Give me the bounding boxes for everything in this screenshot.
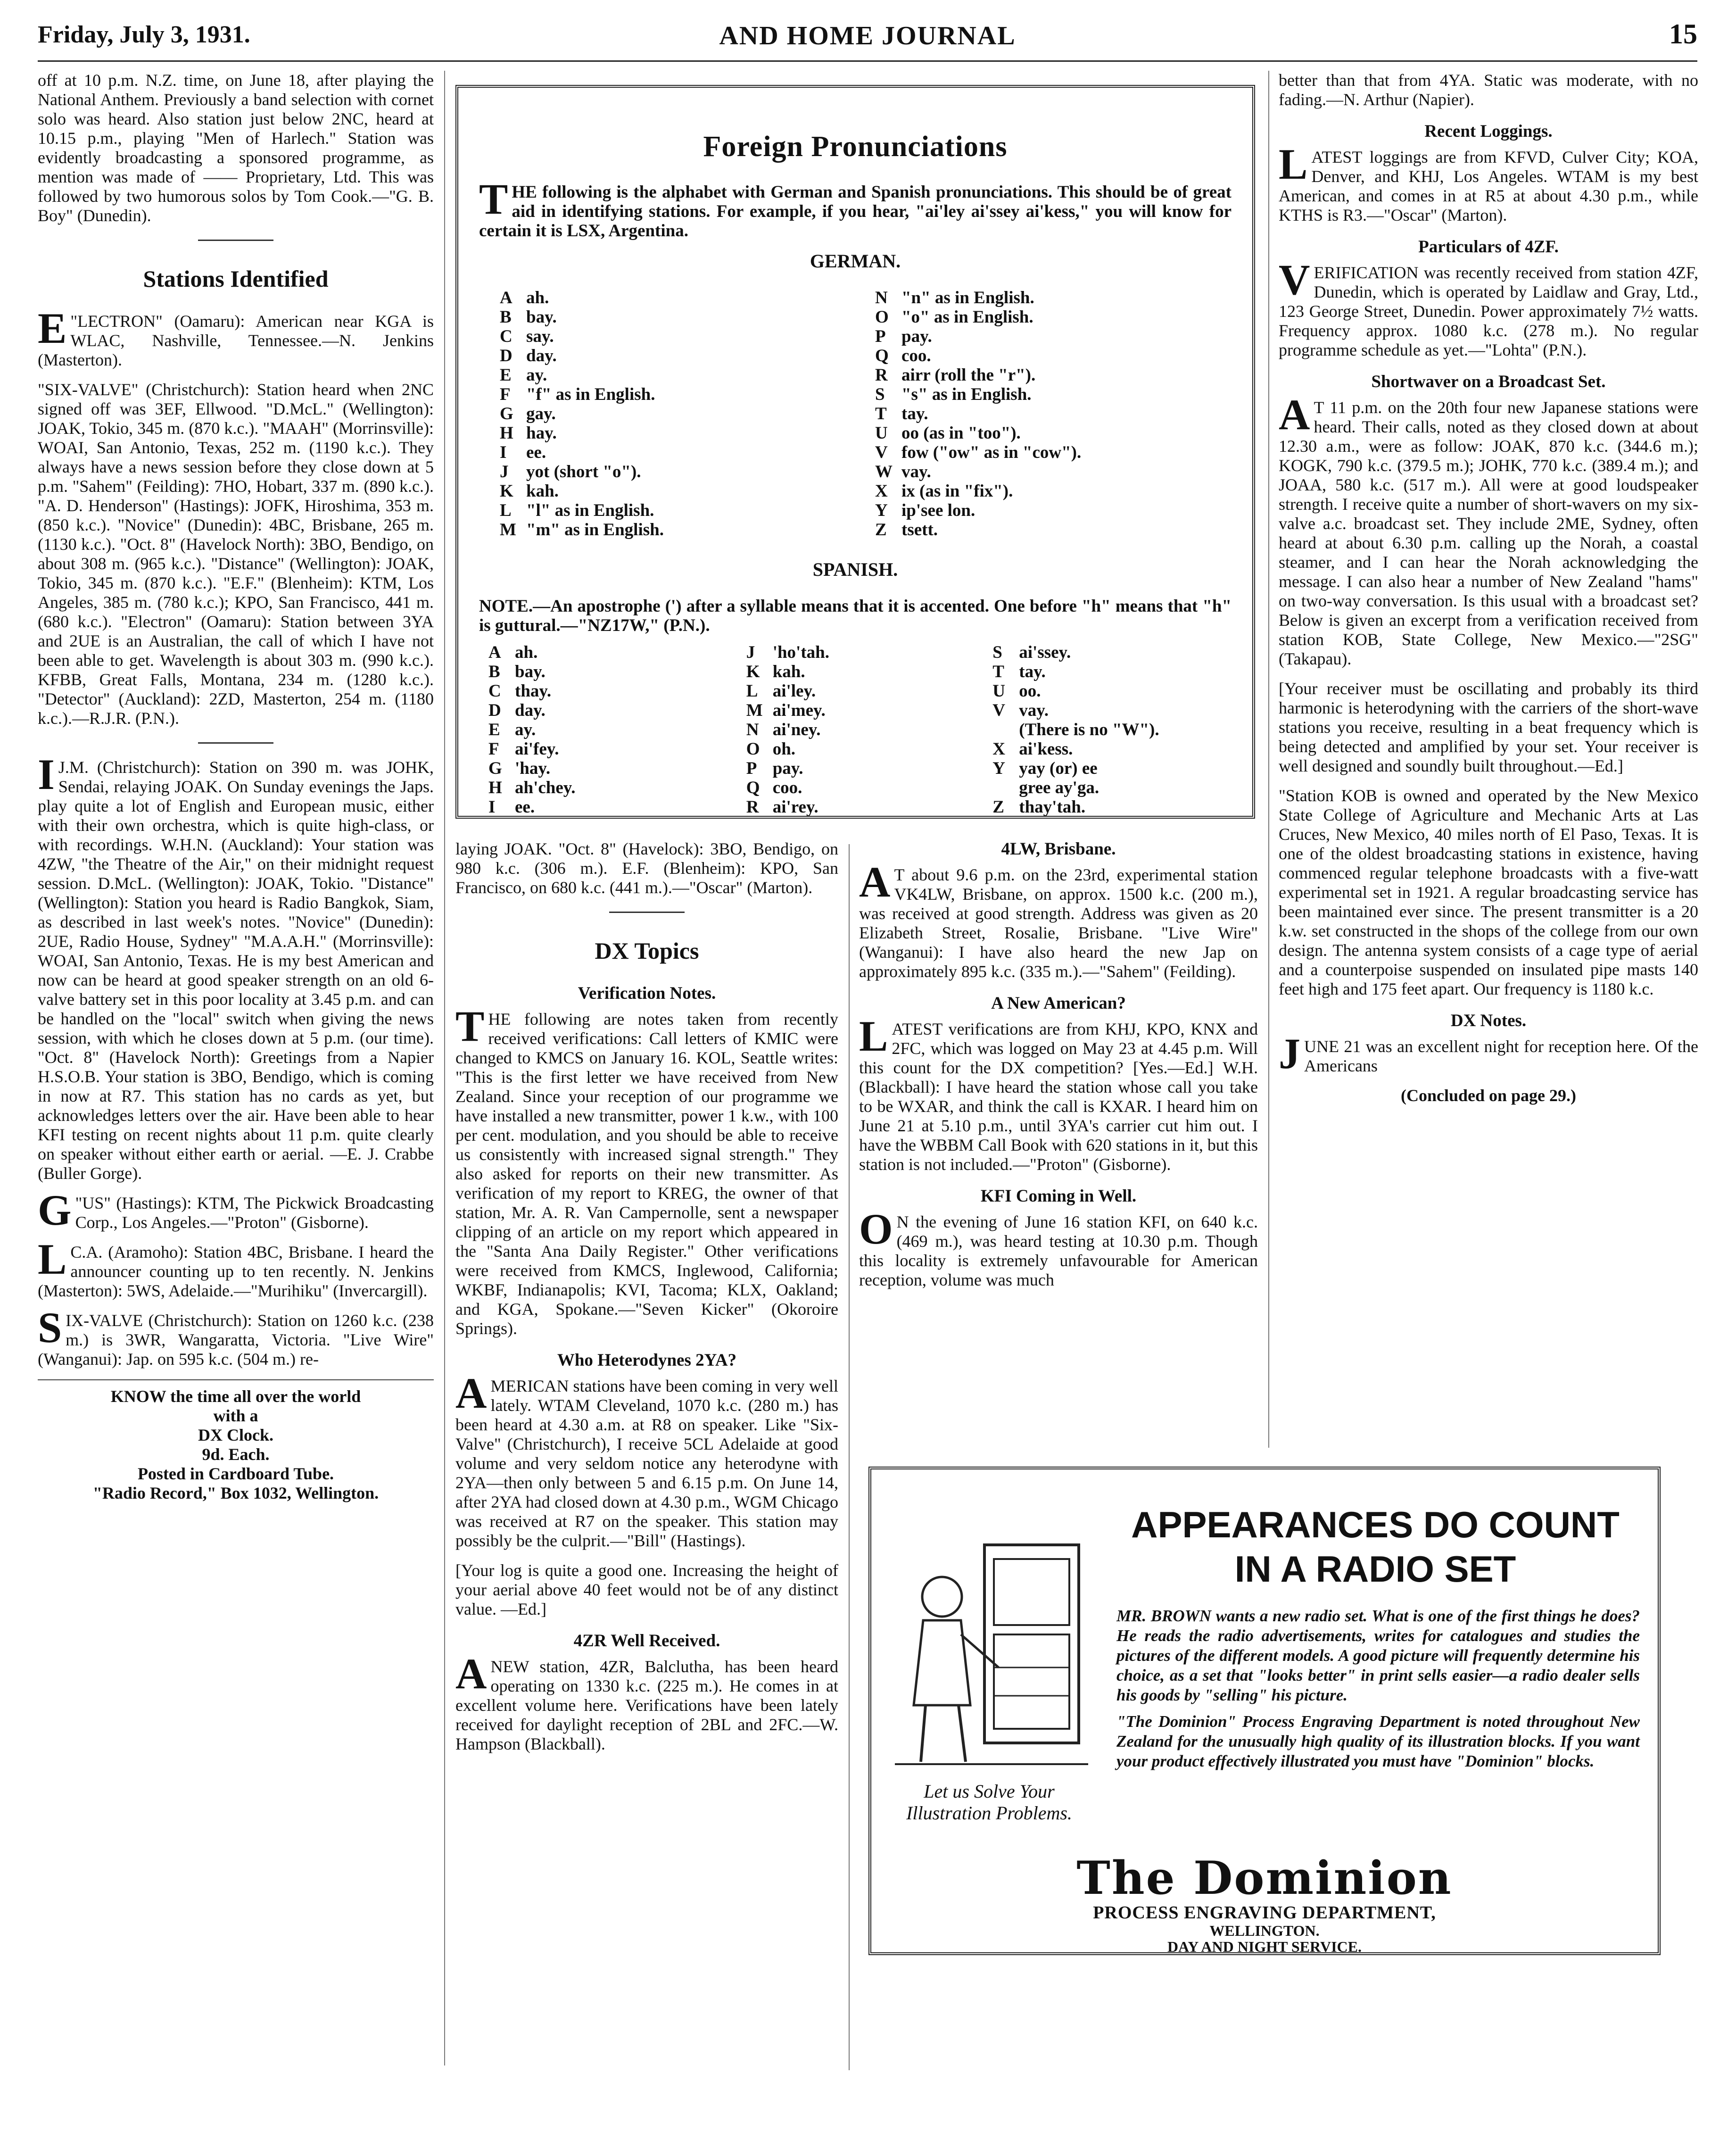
- pronunciation-value: yay (or) ee: [1019, 759, 1098, 778]
- pronunciation-value: gree ay'ga.: [1019, 778, 1099, 797]
- pronunciation-letter: [992, 778, 1019, 797]
- column-3: [859, 839, 1258, 1300]
- pronunciation-row: [875, 520, 1232, 539]
- pronunciation-value: oo (as in "too").: [901, 423, 1021, 443]
- pronunciation-letter: F: [488, 739, 499, 759]
- pronunciation-value: "l" as in English.: [526, 501, 654, 520]
- pronunciation-letter: L: [746, 681, 758, 701]
- pronunciation-letter: Y: [875, 501, 888, 520]
- pronunciation-letter: R: [746, 797, 759, 817]
- drop-cap: T: [455, 1002, 485, 1050]
- pronunciation-row: [500, 404, 856, 423]
- divider: [198, 240, 273, 241]
- pronunciation-letter: H: [488, 778, 502, 797]
- article-paragraph: JUNE 21 was an excellent night for reception here. Of the Americans: [1279, 1029, 1698, 1078]
- pronunciation-value: airr (roll the "r").: [901, 365, 1036, 385]
- subsection-title: DX Notes.: [1450, 1011, 1527, 1030]
- ad-service: DAY AND NIGHT SERVICE.: [1167, 1938, 1362, 1955]
- pronunciation-value: ah'chey.: [515, 778, 576, 797]
- german-label: GERMAN.: [810, 250, 901, 272]
- pronunciation-letter: [992, 720, 1019, 739]
- pronunciation-row: [500, 520, 856, 539]
- drop-cap: O: [859, 1205, 893, 1253]
- pronunciation-letter: T: [875, 404, 887, 423]
- pronunciation-row: [875, 462, 1232, 481]
- pronunciation-letter: K: [500, 481, 513, 501]
- pronunciation-letter: D: [488, 701, 501, 720]
- pronunciation-row: [746, 701, 974, 720]
- pronunciation-value: oo.: [1019, 681, 1041, 701]
- ad-brand: The Dominion: [1076, 1851, 1453, 1905]
- pronunciation-row: [992, 643, 1232, 662]
- subsection-title: KFI Coming in Well.: [980, 1186, 1137, 1206]
- article-paragraph: "Station KOB is owned and operated by the New Mexico State College of Agriculture and Mechanic Arts at Las Cruces, New Mexico, 40 miles north of El Paso, Texas. It is one of the oldest broadcasting stations in existence, having commenced regular telephone broadcasts with a five-watt experimental set in 1921. A regular broadcasting service has been maintained ever since. The present transmitter is a 20 k.w. set constructed in the shops of the college from our own design. The antenna system consists of a cage type of aerial and a counterpoise suspended on insulated pipe masts 140 feet high and 175 feet apart. Our frequency is 1180 k.c.: [1279, 786, 1698, 998]
- pronunciation-letter: B: [500, 307, 512, 327]
- pronunciation-row: [500, 288, 856, 307]
- pronunciation-letter: U: [992, 681, 1006, 701]
- pronunciation-value: ai'kess.: [1019, 739, 1073, 759]
- clock-ad-line: with a: [213, 1406, 258, 1425]
- pronunciation-value: "o" as in English.: [901, 307, 1033, 327]
- pronunciation-letter: J: [500, 462, 509, 481]
- pronunciation-letter: O: [746, 739, 760, 759]
- pronunciation-letter: R: [875, 365, 888, 385]
- ad-caption: Let us Solve Your Illustration Problems.: [906, 1781, 1072, 1824]
- article-paragraph: A T about 9.6 p.m. on the 23rd, experimental station VK4LW, Brisbane, on approx. 1500 k.c. (200 m.), was received at good strength. Address was given as 20 Elizabeth Street, Rosalie, Brisbane. "Live Wire" (Wanganui): I have also heard the new Jap on approximately 895 k.c. (335 m.).—"Sahem" (Feilding).: [859, 858, 1258, 981]
- pronunciation-letter: Q: [746, 778, 760, 797]
- column-4: [1279, 71, 1698, 1105]
- pronunciation-note: NOTE.—An apostrophe (') after a syllable means that it is accented. One before "h" means that "h" is guttural.—"NZ17W," (P.N.).: [479, 597, 1232, 635]
- article-paragraph: " E LECTRON" (Oamaru): American near KGA is WLAC, Nashville, Tennessee.—N. Jenkins (Masterton).: [38, 304, 434, 369]
- pronunciation-letter: X: [992, 739, 1006, 759]
- pronunciation-row: [875, 385, 1232, 404]
- pronunciation-row: [746, 643, 974, 662]
- page-header: [38, 18, 1697, 62]
- ad-city: WELLINGTON.: [1209, 1922, 1320, 1939]
- pronunciation-value: say.: [526, 327, 554, 346]
- pronunciation-letter: V: [992, 701, 1006, 720]
- pronunciation-value: tsett.: [901, 520, 938, 539]
- editor-note: [Your receiver must be oscillating and probably its third harmonic is heterodyning with the carriers of the short-wave stations you receive, resulting in a beat frequency which is being detected and amplified by your set. Your receiver is well designed and soundly built throughout.—Ed.]: [1279, 679, 1698, 775]
- drop-cap: L: [1279, 140, 1308, 188]
- ad-body-paragraph: MR. BROWN wants a new radio set. What is one of the first things he does? He reads the radio advertisements, writes for catalogues and studies the pictures of the different models. A good picture will frequently determine his choice, as a set that "looks better" in print sells easier—a radio dealer sells his goods by "selling" his picture.: [1116, 1607, 1640, 1704]
- pronunciation-value: ee.: [515, 797, 535, 817]
- pronunciation-row: [500, 481, 856, 501]
- pronunciation-box: [455, 85, 1255, 819]
- clock-ad-line: "Radio Record," Box 1032, Wellington.: [92, 1484, 379, 1502]
- pronunciation-value: ay.: [515, 720, 536, 739]
- pronunciation-letter: S: [875, 385, 885, 404]
- pronunciation-letter: I: [488, 797, 496, 817]
- article-paragraph: O N the evening of June 16 station KFI, on 640 k.c. (469 m.), was heard testing at 10.30 p.m. Though this locality is extremely unfavourable for American reception, volume was much: [859, 1205, 1258, 1289]
- pronunciation-row: [500, 346, 856, 365]
- ad-headline-line: APPEARANCES DO COUNT: [1131, 1504, 1620, 1545]
- subsection-title: Recent Loggings.: [1424, 122, 1553, 141]
- pronunciation-value: "n" as in English.: [901, 288, 1034, 307]
- divider: [198, 742, 273, 744]
- pronunciation-letter: E: [488, 720, 500, 739]
- article-paragraph: THE following are notes taken from recently received verifications: Call letters of KMIC were changed to KMCS on January 16. KOL, Seattle writes: "This is the first letter we have received from New Zealand. Since your reception of our programme we have installed a new transmitter, power 1 k.w., with 100 per cent. modulation, and you should be able to receive us consistently with increased signal strength." They also asked for reports on their new transmitter. As verification of my report to KREG, the owner of that station, Mr. A. R. Van Campernolle, sent a newspaper clipping of an article on my report which appeared in the "Santa Ana Daily Register." Other verifications were received from KMCS, Inglewood, California; WKBF, Indianapolis; KVI, Tacoma; KLX, Oakland; and KGA, Spokane.—"Seven Kicker" (Okoroire Springs).: [455, 1002, 838, 1338]
- pronunciation-letter: I: [500, 443, 507, 462]
- pronunciation-value: ai'ney.: [772, 720, 821, 739]
- pronunciation-value: pay.: [772, 759, 803, 778]
- drop-cap: J: [1279, 1029, 1300, 1078]
- article-paragraph: L C.A. (Aramoho): Station 4BC, Brisbane. I heard the announcer counting up to ten recently. N. Jenkins (Masterton): 5WS, Adelaide.—"Murihiku" (Invercargill).: [38, 1235, 434, 1300]
- pronunciation-value: ix (as in "fix").: [901, 481, 1013, 501]
- pronunciation-value: 'ho'tah.: [772, 643, 829, 662]
- pronunciation-letter: Z: [992, 797, 1004, 817]
- drop-cap: A: [1279, 390, 1310, 439]
- pronunciation-letter: X: [875, 481, 888, 501]
- article-paragraph: A T 11 p.m. on the 20th four new Japanese stations were heard. Their calls, noted as they closed down at about 12.30 a.m., were as follow: JOAK, 870 k.c. (344.6 m.); KOGK, 790 k.c. (379.5 m.); JOHK, 770 k.c. (389.4 m.); and JOAA, 580 k.c. (517 m.). All were at good loudspeaker strength. I receive quite a number of short-wavers on my six-valve a.c. broadcast set. They include 2ME, Sydney, often heard at about 6.30 p.m. calling up the Norah, a coastal steamer, and I can hear the Norah acknowledging the message. I can also hear a number of New Zealand "hams" on two-way conversation. Is this usual with a broadcast set? Below is given an excerpt from a verification received from station KOB, State College, New Mexico.—"2SG" (Takapau).: [1279, 390, 1698, 668]
- pronunciation-value: ip'see lon.: [901, 501, 975, 520]
- pronunciation-value: day.: [526, 346, 557, 365]
- clock-ad-line: 9d. Each.: [202, 1445, 270, 1464]
- pronunciation-letter: N: [746, 720, 759, 739]
- subsection-title: Verification Notes.: [578, 984, 716, 1003]
- pronunciation-row: [875, 443, 1232, 462]
- dominion-advertisement: [868, 1467, 1661, 1955]
- drop-cap: G: [38, 1186, 72, 1234]
- journal-title: AND HOME JOURNAL: [719, 21, 1016, 50]
- pronunciation-value: bay.: [526, 307, 557, 327]
- pronunciation-row: [488, 701, 727, 720]
- pronunciation-row: [875, 288, 1232, 307]
- column-rule: [444, 71, 445, 2065]
- pronunciation-letter: S: [992, 643, 1002, 662]
- subsection-title: 4ZR Well Received.: [573, 1631, 720, 1651]
- drop-cap: E: [38, 304, 67, 352]
- box-title: Foreign Pronunciations: [703, 131, 1008, 163]
- pronunciation-letter: N: [875, 288, 888, 307]
- pronunciation-row: [875, 327, 1232, 346]
- pronunciation-row: [992, 701, 1232, 720]
- pronunciation-value: tay.: [901, 404, 928, 423]
- subsection-title: 4LW, Brisbane.: [1001, 839, 1116, 859]
- pronunciation-row: [875, 501, 1232, 520]
- pronunciation-row: [992, 662, 1232, 681]
- pronunciation-value: ee.: [526, 443, 546, 462]
- article-paragraph: AMERICAN stations have been coming in very well lately. WTAM Cleveland, 1070 k.c. (280 m.) has been heard at 4.30 a.m. at R8 on speaker. Like "Six-Valve" (Christchurch), I receive 5CL Adelaide at good volume and very seldom notice any heterodyne with 2YA—then only between 5 and 6.15 p.m. On June 14, after 2YA had closed down at 4.30 p.m., WGM Chicago was received at R7 on the speaker. This station may possibly be the culprit.—"Bill" (Hastings).: [455, 1369, 838, 1550]
- subsection-title: Shortwaver on a Broadcast Set.: [1371, 372, 1606, 391]
- column-1: [38, 71, 434, 1503]
- drop-cap: A: [455, 1369, 487, 1417]
- radio-cabinet-illustration: [890, 1526, 1093, 1771]
- pronunciation-value: ah.: [526, 288, 549, 307]
- column-rule: [1268, 71, 1269, 1448]
- pronunciation-value: gay.: [526, 404, 556, 423]
- article-paragraph: I J.M. (Christchurch): Station on 390 m. was JOHK, Sendai, relaying JOAK. On Sunday evenings the Japs. play quite a lot of English and European music, either with their own orchestra, which is quite high-class, or with recordings. W.H.N. (Auckland): Your station was 4ZW, "the Theatre of the Air," on their midnight request session. D.McL. (Wellington): JOAK, Tokio. "Distance" (Wellington): Station you heard is Radio Bangkok, Siam, as described in last week's notes. "Novice" (Dunedin): 2UE, Radio House, Sydney" "M.A.A.H." (Morrinsville): WOAI, San Antonio, Texas. He is my best American and now can be heard at good speaker strength on an old 6-valve battery set in this poor locality at 3.45 p.m. and can be handled on the "local" switch when giving the news session, with which he closes down at 5 p.m. (our time). "Oct. 8" (Havelock North): Greetings from a Napier H.S.O.B. Your station is 3BO, Bendigo, which is coming in now at R7. This station has no cards as yet, but acknowledges letters over the air. Have been able to hear KFI testing on recent nights about 11 p.m. quite clearly on speaker without either earth or aerial. —E. J. Crabbe (Buller Gorge).: [38, 750, 434, 1183]
- pronunciation-value: "s" as in English.: [901, 385, 1032, 404]
- drop-cap: A: [859, 858, 891, 906]
- pronunciation-row: [500, 307, 856, 327]
- pronunciation-letter: M: [746, 701, 763, 720]
- pronunciation-row: [875, 404, 1232, 423]
- pronunciation-value: ai'ley.: [772, 681, 816, 701]
- drop-cap: L: [38, 1235, 67, 1283]
- drop-cap: V: [1279, 256, 1310, 304]
- issue-date: Friday, July 3, 1931.: [38, 21, 250, 48]
- pronunciation-value: yot (short "o").: [526, 462, 641, 481]
- pronunciation-value: kah.: [526, 481, 559, 501]
- column-rule: [849, 844, 850, 2070]
- pronunciation-row: [500, 443, 856, 462]
- subsection-title: Who Heterodynes 2YA?: [557, 1351, 737, 1370]
- pronunciation-row: [488, 643, 727, 662]
- pronunciation-value: "m" as in English.: [526, 520, 664, 539]
- drop-cap: I: [38, 750, 55, 798]
- box-intro: THE following is the alphabet with German and Spanish pronunciations. This should be of great aid in identifying stations. For example, if you hear, "ai'ley ai'ssey ai'kess," you will know for certain it is LSX, Argentina.: [479, 175, 1232, 241]
- pronunciation-letter: M: [500, 520, 516, 539]
- article-paragraph: LATEST loggings are from KFVD, Culver City; KOA, Denver, and KHJ, Los Angeles. WTAM is my best American, and comes in at R5 at about 4.30 p.m., while KTHS is R3.—"Oscar" (Marton).: [1279, 140, 1698, 224]
- spanish-table: [479, 643, 1232, 817]
- ad-body: [1116, 1606, 1640, 1778]
- pronunciation-value: ai'mey.: [772, 701, 826, 720]
- pronunciation-row: [992, 759, 1232, 778]
- drop-cap: A: [455, 1650, 487, 1698]
- pronunciation-value: "f" as in English.: [526, 385, 655, 404]
- article-paragraph: "SIX-VALVE" (Christchurch): Station heard when 2NC signed off was 3EF, Ellwood. "D.McL." (Wellington): JOAK, Tokio, 345 m. (870 k.c.). "MAAH" (Morrinsville): WOAI, San Antonio, Texas, 252 m. (1190 k.c.). They always have a news session before they close down at 5 p.m. "Sahem" (Feilding): 7HO, Hobart, 337 m. (890 k.c.). "A. D. Henderson" (Hastings): JOFK, Hiroshima, 353 m. (850 k.c.). "Novice" (Dunedin): 4BC, Brisbane, 265 m. (1130 k.c.). "Oct. 8" (Havelock North): 3BO, Bendigo, on about 308 m. (965 k.c.). "Distance" (Wellington): JOAK, Tokio, 345 m. (870 k.c.). "E.F." (Blenheim): KTM, Los Angeles, 385 m. (780 k.c.); KPO, San Francisco, 441 m. (680 k.c.). "Electron" (Oamaru): Station between 3YA and 2UE is an Australian, the call of which I have not been able to get. Wavelength is about 303 m. (990 k.c.). KFBB, Great Falls, Montana, 234 m. (1280 k.c.). "Detector" (Auckland): 2ZD, Masterton, 254 m. (1180 k.c.).—R.J.R. (P.N.).: [38, 380, 434, 728]
- drop-cap: T: [479, 175, 508, 223]
- pronunciation-row: [875, 423, 1232, 443]
- pronunciation-value: ai'rey.: [772, 797, 818, 817]
- pronunciation-row: [488, 720, 727, 739]
- editor-note: [Your log is quite a good one. Increasing the height of your aerial above 40 feet would not be of any distinct value. —Ed.]: [455, 1561, 838, 1618]
- pronunciation-value: pay.: [901, 327, 932, 346]
- pronunciation-row: [488, 662, 727, 681]
- pronunciation-row: [488, 778, 727, 797]
- pronunciation-value: ay.: [526, 365, 547, 385]
- pronunciation-row: [992, 720, 1232, 739]
- pronunciation-row: [875, 365, 1232, 385]
- pronunciation-letter: J: [746, 643, 755, 662]
- pronunciation-value: kah.: [772, 662, 805, 681]
- pronunciation-letter: T: [992, 662, 1004, 681]
- pronunciation-row: [500, 462, 856, 481]
- pronunciation-value: coo.: [901, 346, 931, 365]
- pronunciation-letter: Y: [992, 759, 1006, 778]
- ad-body-paragraph: "The Dominion" Process Engraving Department is noted throughout New Zealand for the unusually high quality of its illustration blocks. If you want your product effectively illustrated you must have "Dominion" blocks.: [1116, 1712, 1640, 1770]
- pronunciation-letter: A: [500, 288, 513, 307]
- pronunciation-value: fow ("ow" as in "cow").: [901, 443, 1082, 462]
- pronunciation-row: [746, 797, 974, 817]
- pronunciation-row: [992, 778, 1232, 797]
- pronunciation-value: thay'tah.: [1019, 797, 1086, 817]
- pronunciation-value: vay.: [901, 462, 931, 481]
- section-title: Stations Identified: [143, 265, 329, 292]
- pronunciation-row: [500, 501, 856, 520]
- ad-department: PROCESS ENGRAVING DEPARTMENT,: [1093, 1903, 1436, 1923]
- page-number: 15: [1669, 18, 1697, 50]
- pronunciation-row: [500, 385, 856, 404]
- drop-cap: L: [859, 1012, 888, 1060]
- pronunciation-letter: V: [875, 443, 888, 462]
- pronunciation-row: [488, 797, 727, 817]
- ad-headline-line: IN A RADIO SET: [1234, 1548, 1516, 1590]
- pronunciation-letter: Q: [875, 346, 889, 365]
- pronunciation-value: bay.: [515, 662, 546, 681]
- pronunciation-letter: Z: [875, 520, 887, 539]
- pronunciation-letter: W: [875, 462, 893, 481]
- pronunciation-letter: H: [500, 423, 513, 443]
- pronunciation-value: vay.: [1019, 701, 1049, 720]
- spanish-label: SPANISH.: [812, 559, 898, 580]
- clock-ad-line: Posted in Cardboard Tube.: [137, 1464, 334, 1483]
- divider: [609, 912, 685, 913]
- pronunciation-letter: C: [500, 327, 513, 346]
- pronunciation-row: [500, 327, 856, 346]
- pronunciation-row: [875, 307, 1232, 327]
- pronunciation-value: oh.: [772, 739, 796, 759]
- article-paragraph: SIX-VALVE (Christchurch): Station on 1260 k.c. (238 m.) is 3WR, Wangaratta, Victoria. "Live Wire" (Wanganui): Jap. on 595 k.c. (504 m.) re-: [38, 1303, 434, 1369]
- pronunciation-value: (There is no "W").: [1019, 720, 1159, 739]
- article-paragraph: " G US" (Hastings): KTM, The Pickwick Broadcasting Corp., Los Angeles.—"Proton" (Gisborne).: [38, 1186, 434, 1234]
- pronunciation-value: ai'ssey.: [1019, 643, 1071, 662]
- pronunciation-row: [488, 739, 727, 759]
- article-paragraph: VERIFICATION was recently received from station 4ZF, Dunedin, which is operated by Laidlaw and Gray, Ltd., 123 George Street, Dunedin. Power approximately 7½ watts. Frequency approx. 1080 k.c. (278 m.). No regular programme schedule as yet.—"Lohta" (P.N.).: [1279, 256, 1698, 359]
- pronunciation-row: [992, 797, 1232, 817]
- section-title: DX Topics: [595, 937, 699, 964]
- pronunciation-letter: C: [488, 681, 501, 701]
- subsection-title: A New American?: [991, 994, 1126, 1013]
- pronunciation-value: thay.: [515, 681, 552, 701]
- article-text: better than that from 4YA. Static was moderate, with no fading.—N. Arthur (Napier).: [1279, 71, 1698, 109]
- pronunciation-value: tay.: [1019, 662, 1046, 681]
- column-2: [455, 839, 838, 1764]
- subsection-title: Particulars of 4ZF.: [1418, 237, 1559, 257]
- pronunciation-letter: P: [746, 759, 757, 778]
- pronunciation-letter: F: [500, 385, 511, 404]
- pronunciation-letter: G: [488, 759, 502, 778]
- pronunciation-letter: E: [500, 365, 512, 385]
- pronunciation-row: [746, 778, 974, 797]
- pronunciation-letter: K: [746, 662, 760, 681]
- pronunciation-letter: B: [488, 662, 500, 681]
- pronunciation-value: ah.: [515, 643, 538, 662]
- german-table: [479, 288, 1232, 539]
- pronunciation-row: [746, 681, 974, 701]
- spanish-list: [992, 643, 1232, 817]
- pronunciation-row: [500, 365, 856, 385]
- article-text: laying JOAK. "Oct. 8" (Havelock): 3BO, Bendigo, on 980 k.c. (306 m.). E.F. (Blenheim): KPO, San Francisco, on 680 k.c. (441 m.).—"Oscar" (Marton).: [455, 839, 838, 897]
- pronunciation-value: 'hay.: [515, 759, 551, 778]
- pronunciation-row: [500, 423, 856, 443]
- pronunciation-letter: D: [500, 346, 513, 365]
- pronunciation-row: [746, 739, 974, 759]
- pronunciation-row: [746, 720, 974, 739]
- pronunciation-value: day.: [515, 701, 546, 720]
- pronunciation-row: [746, 759, 974, 778]
- pronunciation-row: [746, 662, 974, 681]
- drop-cap: S: [38, 1303, 62, 1352]
- pronunciation-value: coo.: [772, 778, 802, 797]
- clock-ad-line: DX Clock.: [198, 1426, 273, 1444]
- german-right-list: [875, 288, 1232, 539]
- article-paragraph: ANEW station, 4ZR, Balclutha, has been heard operating on 1330 k.c. (225 m.). He comes in at excellent volume here. Verifications have been lately received for daylight reception of 2BL and 2FC.—W. Hampson (Blackball).: [455, 1650, 838, 1753]
- continuation-note: (Concluded on page 29.): [1400, 1086, 1577, 1105]
- pronunciation-row: [992, 739, 1232, 759]
- pronunciation-letter: U: [875, 423, 888, 443]
- pronunciation-letter: P: [875, 327, 886, 346]
- pronunciation-letter: L: [500, 501, 512, 520]
- ad-headline: [1107, 1502, 1644, 1591]
- german-left-list: [500, 288, 856, 539]
- pronunciation-row: [875, 481, 1232, 501]
- dx-clock-ad: [38, 1379, 434, 1503]
- clock-ad-line: KNOW the time all over the world: [110, 1387, 361, 1406]
- pronunciation-letter: A: [488, 643, 501, 662]
- pronunciation-letter: O: [875, 307, 889, 327]
- pronunciation-value: ai'fey.: [515, 739, 559, 759]
- spanish-list: [746, 643, 974, 817]
- article-paragraph: LATEST verifications are from KHJ, KPO, KNX and 2FC, which was logged on May 23 at 4.45 p.m. Will this count for the DX competition? [Yes.—Ed.] W.H. (Blackball): I have heard the station whose call you take to be WXAR, and think the call is KXAR. I heard him on June 21 at 5.10 p.m., until 3YA's carrier cut him out. I have the WBBM Call Book with 620 stations in it, but this station is not included.—"Proton" (Gisborne).: [859, 1012, 1258, 1174]
- pronunciation-row: [488, 759, 727, 778]
- pronunciation-row: [992, 681, 1232, 701]
- pronunciation-row: [488, 681, 727, 701]
- pronunciation-row: [875, 346, 1232, 365]
- spanish-list: [488, 643, 727, 817]
- article-text: off at 10 p.m. N.Z. time, on June 18, after playing the National Anthem. Previously a band selection with cornet solo was heard. Also station just below 2NC, heard at 10.15 p.m., playing "Men of Harlech." Station was evidently broadcasting a sponsored programme, as mention was made of —— Proprietary, Ltd. This was followed by two humorous solos by Tom Cook.—"G. B. Boy" (Dunedin).: [38, 71, 434, 225]
- pronunciation-value: hay.: [526, 423, 557, 443]
- pronunciation-letter: G: [500, 404, 513, 423]
